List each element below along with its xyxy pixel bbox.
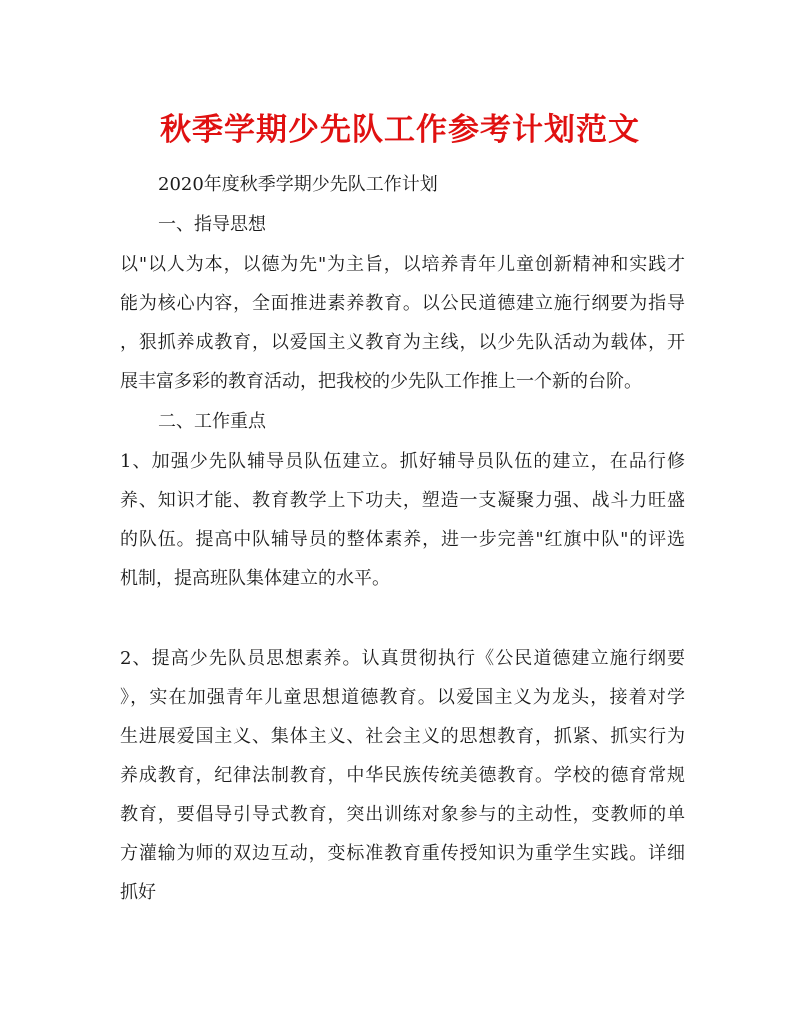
paragraph-line: 生进展爱国主义、集体主义、社会主义的思想教育，抓紧、抓实行为 [120,726,685,747]
paragraph-line: 机制，提高班队集体建立的水平。 [120,568,390,589]
paragraph-line: 的队伍。提高中队辅导员的整体素养，进一步完善"红旗中队"的评选 [120,529,685,550]
paragraph-line: 教育，要倡导引导式教育，突出训练对象参与的主动性，变教师的单 [120,804,685,825]
document-title: 秋季学期少先队工作参考计划范文 [160,112,640,148]
paragraph-line: 养、知识才能、教育教学上下功夫，塑造一支凝聚力强、战斗力旺盛 [120,490,685,511]
paragraph-line: 1、加强少先队辅导员队伍建立。抓好辅导员队伍的建立，在品行修 [120,451,685,472]
paragraph-line: 2、提高少先队员思想素养。认真贯彻执行《公民道德建立施行纲要 [120,648,685,669]
paragraph-line: 方灌输为师的双边互动，变标准教育重传授知识为重学生实践。详细 [120,843,685,864]
paragraph-line: 抓好 [120,882,156,903]
section-heading-work-focus: 二、工作重点 [158,411,266,432]
document-subtitle: 2020年度秋季学期少先队工作计划 [158,174,438,195]
paragraph-line: 》，实在加强青年儿童思想道德教育。以爱国主义为龙头，接着对学 [120,687,685,708]
section-heading-guiding-ideology: 一、指导思想 [158,214,266,235]
paragraph-line: 能为核心内容，全面推进素养教育。以公民道德建立施行纲要为指导 [120,293,685,314]
paragraph-line: ，狠抓养成教育，以爱国主义教育为主线，以少先队活动为载体，开 [120,332,685,353]
paragraph-line: 展丰富多彩的教育活动，把我校的少先队工作推上一个新的台阶。 [120,371,642,392]
paragraph-line: 以"以人为本，以德为先"为主旨，以培养青年儿童创新精神和实践才 [120,254,685,275]
paragraph-line: 养成教育，纪律法制教育，中华民族传统美德教育。学校的德育常规 [120,765,685,786]
